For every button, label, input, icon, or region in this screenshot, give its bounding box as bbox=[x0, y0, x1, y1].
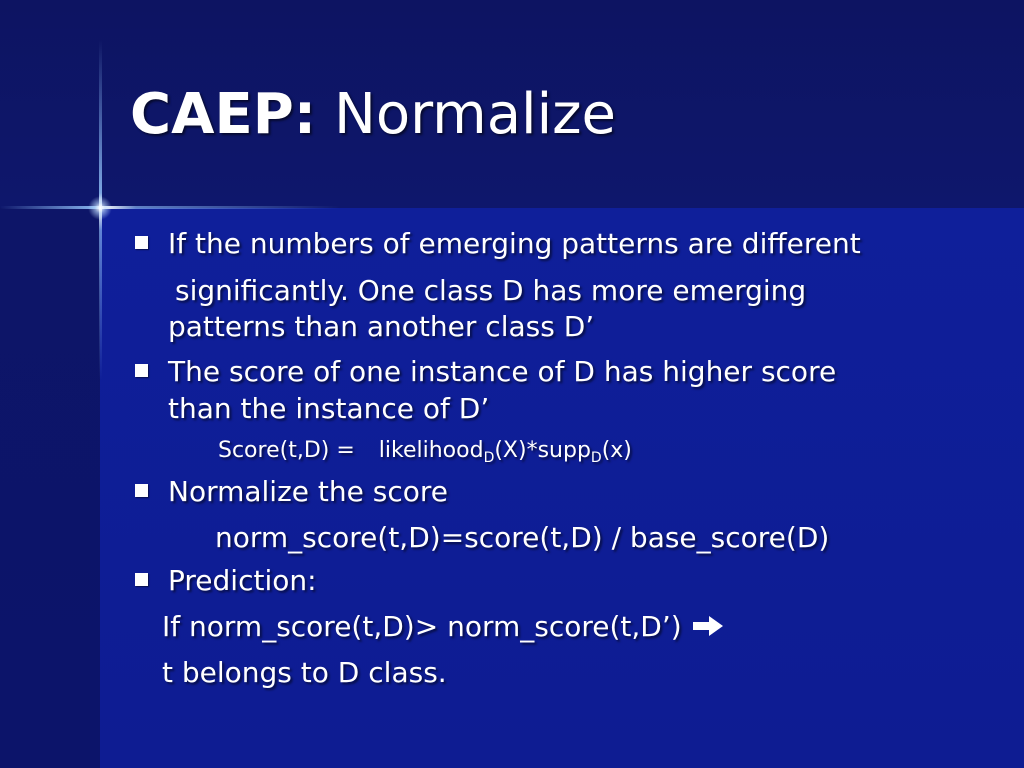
bullet-1-line-2: significantly. One class D has more emerging bbox=[175, 274, 807, 307]
bullet-2-line-2: than the instance of D’ bbox=[168, 392, 490, 425]
bullet-marker-1 bbox=[135, 236, 148, 249]
bullet-1-line-3: patterns than another class D’ bbox=[168, 310, 595, 343]
right-arrow-icon bbox=[691, 614, 725, 638]
formula-term-x: (x) bbox=[601, 438, 632, 463]
formula-subscript-1: D bbox=[483, 450, 495, 466]
formula-term-likelihood: likelihood bbox=[378, 438, 484, 463]
bullet-marker-3 bbox=[135, 484, 148, 497]
bullet-4-line-3: t belongs to D class. bbox=[162, 656, 447, 689]
formula-lhs: Score(t,D) = bbox=[218, 438, 355, 463]
bullet-2-line-1: The score of one instance of D has higher score bbox=[168, 355, 837, 388]
bullet-1-line-1: If the numbers of emerging patterns are different bbox=[168, 227, 861, 260]
formula-subscript-2: D bbox=[590, 450, 602, 466]
formula-term-supp: (X)*supp bbox=[494, 438, 591, 463]
bullet-4-line-2 bbox=[162, 609, 725, 645]
light-flare-core bbox=[88, 196, 112, 220]
slide-title-bold: CAEP: bbox=[130, 82, 317, 147]
score-formula bbox=[218, 437, 632, 465]
bullet-marker-2 bbox=[135, 364, 148, 377]
bullet-3-line-2: norm_score(t,D)=score(t,D) / base_score(D) bbox=[215, 521, 830, 554]
slide-left-band bbox=[0, 208, 100, 768]
slide-title bbox=[130, 82, 616, 147]
prediction-condition: If norm_score(t,D)> norm_score(t,D’) bbox=[162, 610, 682, 643]
bullet-3-line-1: Normalize the score bbox=[168, 475, 448, 508]
slide-title-rest: Normalize bbox=[333, 82, 616, 147]
bullet-4-line-1: Prediction: bbox=[168, 564, 317, 597]
light-flare-horizontal bbox=[0, 206, 340, 209]
bullet-marker-4 bbox=[135, 573, 148, 586]
